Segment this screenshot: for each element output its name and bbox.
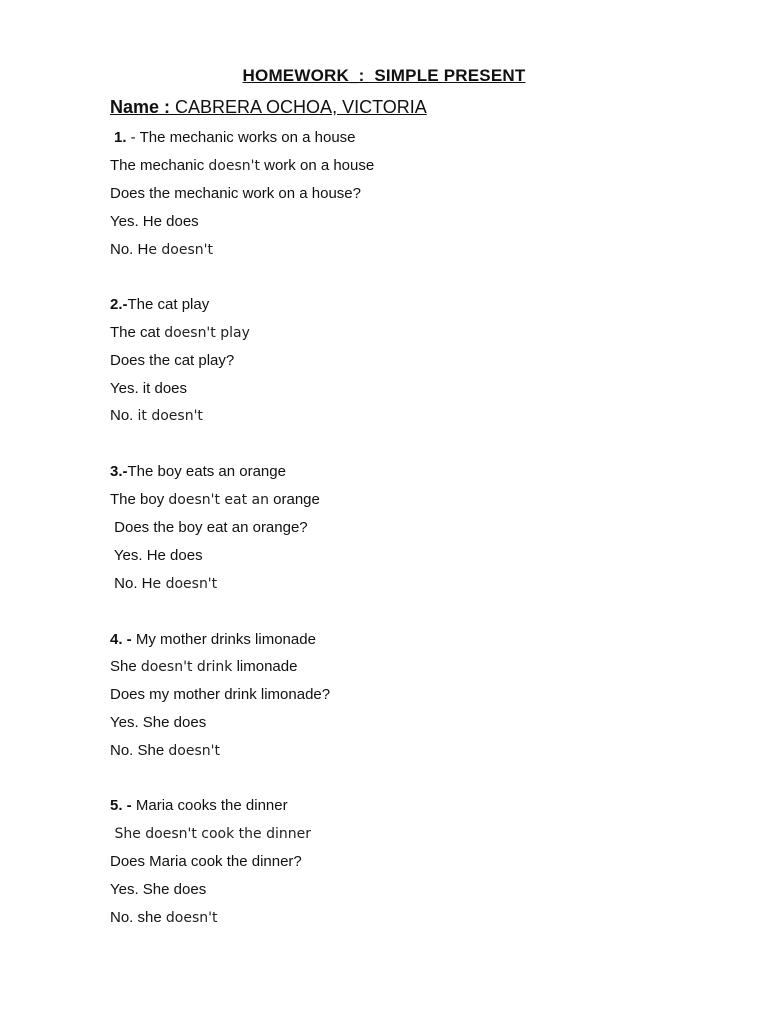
exercise-4-number: 4. - bbox=[110, 631, 132, 648]
exercise-3-negative: The boy doesn't eat an orange bbox=[110, 491, 320, 508]
exercise-2-no-answer: No. it doesn't bbox=[110, 407, 203, 424]
exercise-3-no-answer: No. He doesn't bbox=[110, 575, 218, 592]
exercise-5-number: 5. - bbox=[110, 797, 132, 814]
exercise-5-question: Does Maria cook the dinner? bbox=[110, 853, 302, 870]
exercise-1-negative: The mechanic doesn't work on a house bbox=[110, 157, 375, 174]
exercise-4-question: Does my mother drink limonade? bbox=[110, 686, 331, 703]
student-name-line bbox=[110, 97, 427, 118]
exercise-2-statement: 2.-The cat play bbox=[110, 296, 210, 313]
page-title: HOMEWORK_: SIMPLE PRESENT bbox=[242, 66, 526, 85]
exercise-1-number: 1. bbox=[114, 129, 127, 146]
exercise-4-negative: She doesn't drink limonade bbox=[110, 658, 298, 675]
exercise-5-no-answer: No. she doesn't bbox=[110, 909, 218, 926]
exercise-3-question: Does the boy eat an orange? bbox=[110, 519, 308, 536]
exercise-3-yes-answer: Yes. He does bbox=[110, 547, 203, 564]
student-name: CABRERA OCHOA, VICTORIA bbox=[170, 97, 427, 117]
exercise-1-statement: 1. - The mechanic works on a house bbox=[114, 129, 356, 146]
exercise-5-negative: She doesn't cook the dinner bbox=[110, 826, 311, 842]
exercise-2-yes-answer: Yes. it does bbox=[110, 380, 187, 397]
exercise-2-negative: The cat doesn't play bbox=[110, 324, 250, 341]
exercise-5-statement: 5. - Maria cooks the dinner bbox=[110, 797, 288, 814]
exercise-3-number: 3.- bbox=[110, 463, 128, 480]
exercise-1-question: Does the mechanic work on a house? bbox=[110, 185, 361, 202]
exercise-4-yes-answer: Yes. She does bbox=[110, 714, 207, 731]
exercise-2-number: 2.- bbox=[110, 296, 128, 313]
name-label: Name : bbox=[110, 97, 171, 117]
exercise-1-yes-answer: Yes. He does bbox=[110, 213, 199, 230]
exercise-3-statement: 3.-The boy eats an orange bbox=[110, 463, 286, 480]
exercise-1-no-answer: No. He doesn't bbox=[110, 241, 213, 258]
exercise-4-statement: 4. - My mother drinks limonade bbox=[110, 631, 316, 648]
exercise-4-no-answer: No. She doesn't bbox=[110, 742, 220, 759]
exercise-2-question: Does the cat play? bbox=[110, 352, 235, 369]
exercise-5-yes-answer: Yes. She does bbox=[110, 881, 207, 898]
